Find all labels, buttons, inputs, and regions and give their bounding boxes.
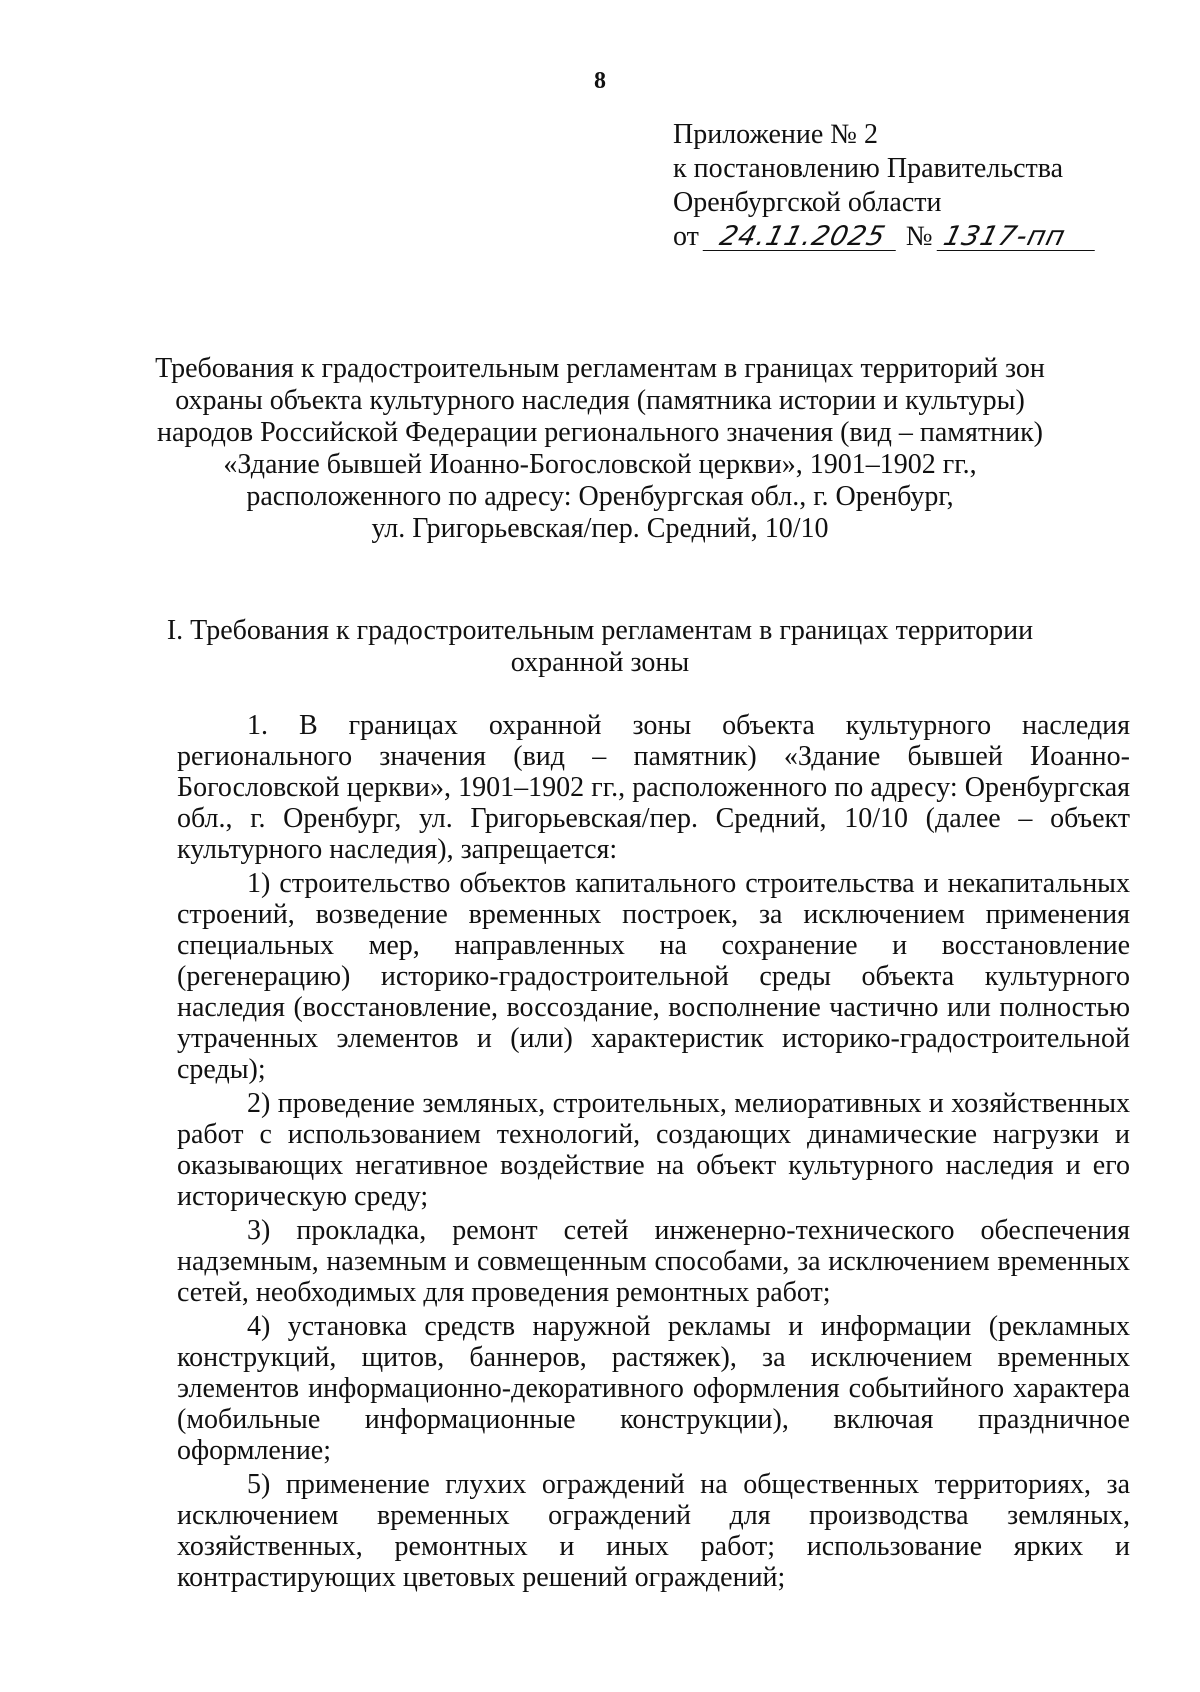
- section-heading-line-2: охранной зоны: [510, 647, 690, 678]
- number-prefix: №: [905, 221, 933, 252]
- title-line-5: расположенного по адресу: Оренбургская обл., г. Оренбург,: [246, 481, 954, 512]
- section-heading: [150, 615, 1050, 679]
- section-heading-line-1: I. Требования к градостроительным регламентам в границах территории: [166, 615, 1034, 646]
- body-text: [177, 710, 1130, 1596]
- handwritten-number: 1317-пп: [936, 224, 1101, 251]
- list-item-1: 1) строительство объектов капитального строительства и некапитальных строений, возведение временных построек, за исключением применения специальных мер, направленных на сохранение и восстановление (регенерацию) историко-градостроительной среды объекта культурного наследия (восстановление, воссоздание, восполнение частично или полностью утраченных элементов и (или) характеристик историко-градостроительной среды);: [177, 868, 1130, 1085]
- paragraph-1: 1. В границах охранной зоны объекта культурного наследия регионального значения (вид – памятник) «Здание бывшей Иоанно-Богословской церкви», 1901–1902 гг., расположенного по адресу: Оренбургская обл., г. Оренбург, ул. Григорьевская/пер. Средний, 10/10 (далее – объект культурного наследия), запрещается:: [177, 710, 1130, 865]
- appendix-line-1: Приложение № 2: [673, 119, 878, 150]
- title-line-1: Требования к градостроительным регламентам в границах территорий зон: [155, 353, 1045, 384]
- list-item-5: 5) применение глухих ограждений на общественных территориях, за исключением временных ограждений для производства земляных, хозяйственных, ремонтных и иных работ; использование ярких и контрастирующих цветовых решений ограждений;: [177, 1469, 1130, 1593]
- page-number: 8: [594, 68, 606, 94]
- appendix-line-2: к постановлению Правительства: [673, 153, 1064, 184]
- handwritten-date: 24.11.2025: [703, 224, 903, 251]
- title-line-4: «Здание бывшей Иоанно-Богословской церкви», 1901–1902 гг.,: [223, 449, 977, 480]
- appendix-line-3: Оренбургской области: [673, 187, 942, 218]
- date-prefix: от: [673, 221, 699, 252]
- title-line-3: народов Российской Федерации регионального значения (вид – памятник): [157, 417, 1043, 448]
- appendix-date-line: [673, 220, 1098, 254]
- list-item-4: 4) установка средств наружной рекламы и информации (рекламных конструкций, щитов, баннеров, растяжек), за исключением временных элементов информационно-декоративного оформления событийного характера (мобильные информационные конструкции), включая праздничное оформление;: [177, 1311, 1130, 1466]
- document-title: [150, 353, 1050, 545]
- list-item-2: 2) проведение земляных, строительных, мелиоративных и хозяйственных работ с использованием технологий, создающих динамические нагрузки и оказывающих негативное воздействие на объект культурного наследия и его историческую среду;: [177, 1088, 1130, 1212]
- list-item-3: 3) прокладка, ремонт сетей инженерно-технического обеспечения надземным, наземным и совмещенным способами, за исключением временных сетей, необходимых для проведения ремонтных работ;: [177, 1215, 1130, 1308]
- title-line-2: охраны объекта культурного наследия (памятника истории и культуры): [175, 385, 1025, 416]
- title-line-6: ул. Григорьевская/пер. Средний, 10/10: [371, 513, 829, 544]
- appendix-block: [673, 118, 1098, 254]
